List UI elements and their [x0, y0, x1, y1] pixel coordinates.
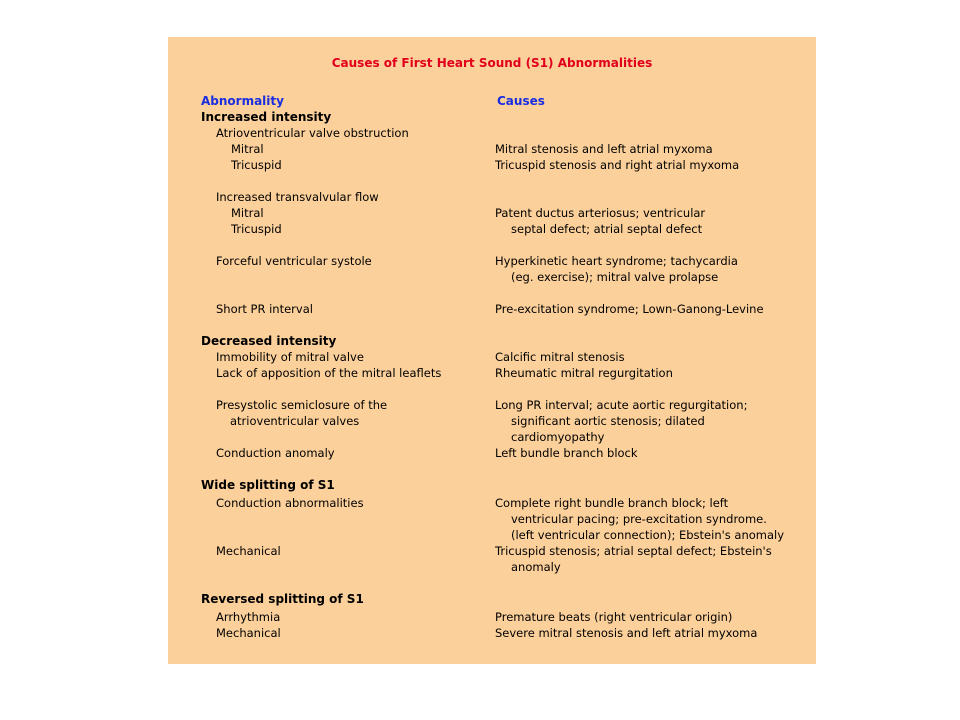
row-cause: Tricuspid stenosis; atrial septal defect; Ebstein's [495, 544, 772, 558]
row-label: atrioventricular valves [230, 414, 360, 428]
section-heading: Increased intensity [201, 110, 332, 124]
table-row [168, 221, 816, 237]
row-label: Immobility of mitral valve [216, 350, 364, 364]
row-label: Tricuspid [231, 158, 282, 172]
table-row [168, 397, 816, 413]
table-title: Causes of First Heart Sound (S1) Abnormalities [331, 56, 653, 70]
table-row [168, 301, 816, 317]
table-row [168, 527, 816, 543]
row-cause: Left bundle branch block [495, 446, 638, 460]
table-row [168, 205, 816, 221]
row-label: Mitral [231, 142, 264, 156]
row-label: Short PR interval [216, 302, 313, 316]
row-label: Mitral [231, 206, 264, 220]
row-cause: Calcific mitral stenosis [495, 350, 625, 364]
column-header-causes: Causes [497, 94, 545, 108]
row-cause: Pre-excitation syndrome; Lown-Ganong-Levine [495, 302, 764, 316]
table-row [168, 333, 816, 349]
row-cause: septal defect; atrial septal defect [511, 222, 703, 236]
table-row [168, 495, 816, 511]
abnormalities-table-panel [168, 37, 816, 664]
table-row [168, 559, 816, 575]
table-row [168, 253, 816, 269]
table-row [168, 609, 816, 625]
row-cause: significant aortic stenosis; dilated [511, 414, 705, 428]
row-label: Presystolic semiclosure of the [216, 398, 388, 412]
row-cause: Rheumatic mitral regurgitation [495, 366, 673, 380]
row-label: Conduction anomaly [216, 446, 335, 460]
table-row [168, 141, 816, 157]
row-label: Lack of apposition of the mitral leaflets [216, 366, 442, 380]
table-row [168, 625, 816, 641]
table-row [168, 477, 816, 493]
row-label: Mechanical [216, 544, 281, 558]
row-cause: Mitral stenosis and left atrial myxoma [495, 142, 713, 156]
row-cause: Severe mitral stenosis and left atrial myxoma [495, 626, 758, 640]
row-label: Increased transvalvular flow [216, 190, 379, 204]
row-cause: (left ventricular connection); Ebstein's anomaly [511, 528, 785, 542]
row-cause: Hyperkinetic heart syndrome; tachycardia [495, 254, 738, 268]
section-heading: Reversed splitting of S1 [201, 592, 364, 606]
row-cause: Patent ductus arteriosus; ventricular [495, 206, 706, 220]
row-label: Atrioventricular valve obstruction [216, 126, 409, 140]
section-heading: Decreased intensity [201, 334, 337, 348]
table-row [168, 445, 816, 461]
row-label: Conduction abnormalities [216, 496, 364, 510]
table-row [168, 189, 816, 205]
table-row [168, 413, 816, 429]
table-row [168, 591, 816, 607]
row-label: Arrhythmia [216, 610, 281, 624]
row-cause: (eg. exercise); mitral valve prolapse [511, 270, 719, 284]
row-label: Mechanical [216, 626, 281, 640]
row-cause: ventricular pacing; pre-excitation syndrome. [511, 512, 767, 526]
table-row [168, 349, 816, 365]
table-row [168, 109, 816, 125]
table-row [168, 429, 816, 445]
row-cause: Premature beats (right ventricular origin) [495, 610, 733, 624]
row-cause: Complete right bundle branch block; left [495, 496, 729, 510]
section-heading: Wide splitting of S1 [201, 478, 335, 492]
row-cause: cardiomyopathy [511, 430, 605, 444]
row-label: Tricuspid [231, 222, 282, 236]
table-row [168, 125, 816, 141]
row-cause: anomaly [511, 560, 561, 574]
row-label: Forceful ventricular systole [216, 254, 372, 268]
table-row [168, 157, 816, 173]
table-row [168, 269, 816, 285]
column-header-abnormality: Abnormality [201, 94, 284, 108]
table-row [168, 365, 816, 381]
table-row [168, 511, 816, 527]
row-cause: Tricuspid stenosis and right atrial myxoma [495, 158, 740, 172]
table-row [168, 543, 816, 559]
row-cause: Long PR interval; acute aortic regurgitation; [495, 398, 748, 412]
